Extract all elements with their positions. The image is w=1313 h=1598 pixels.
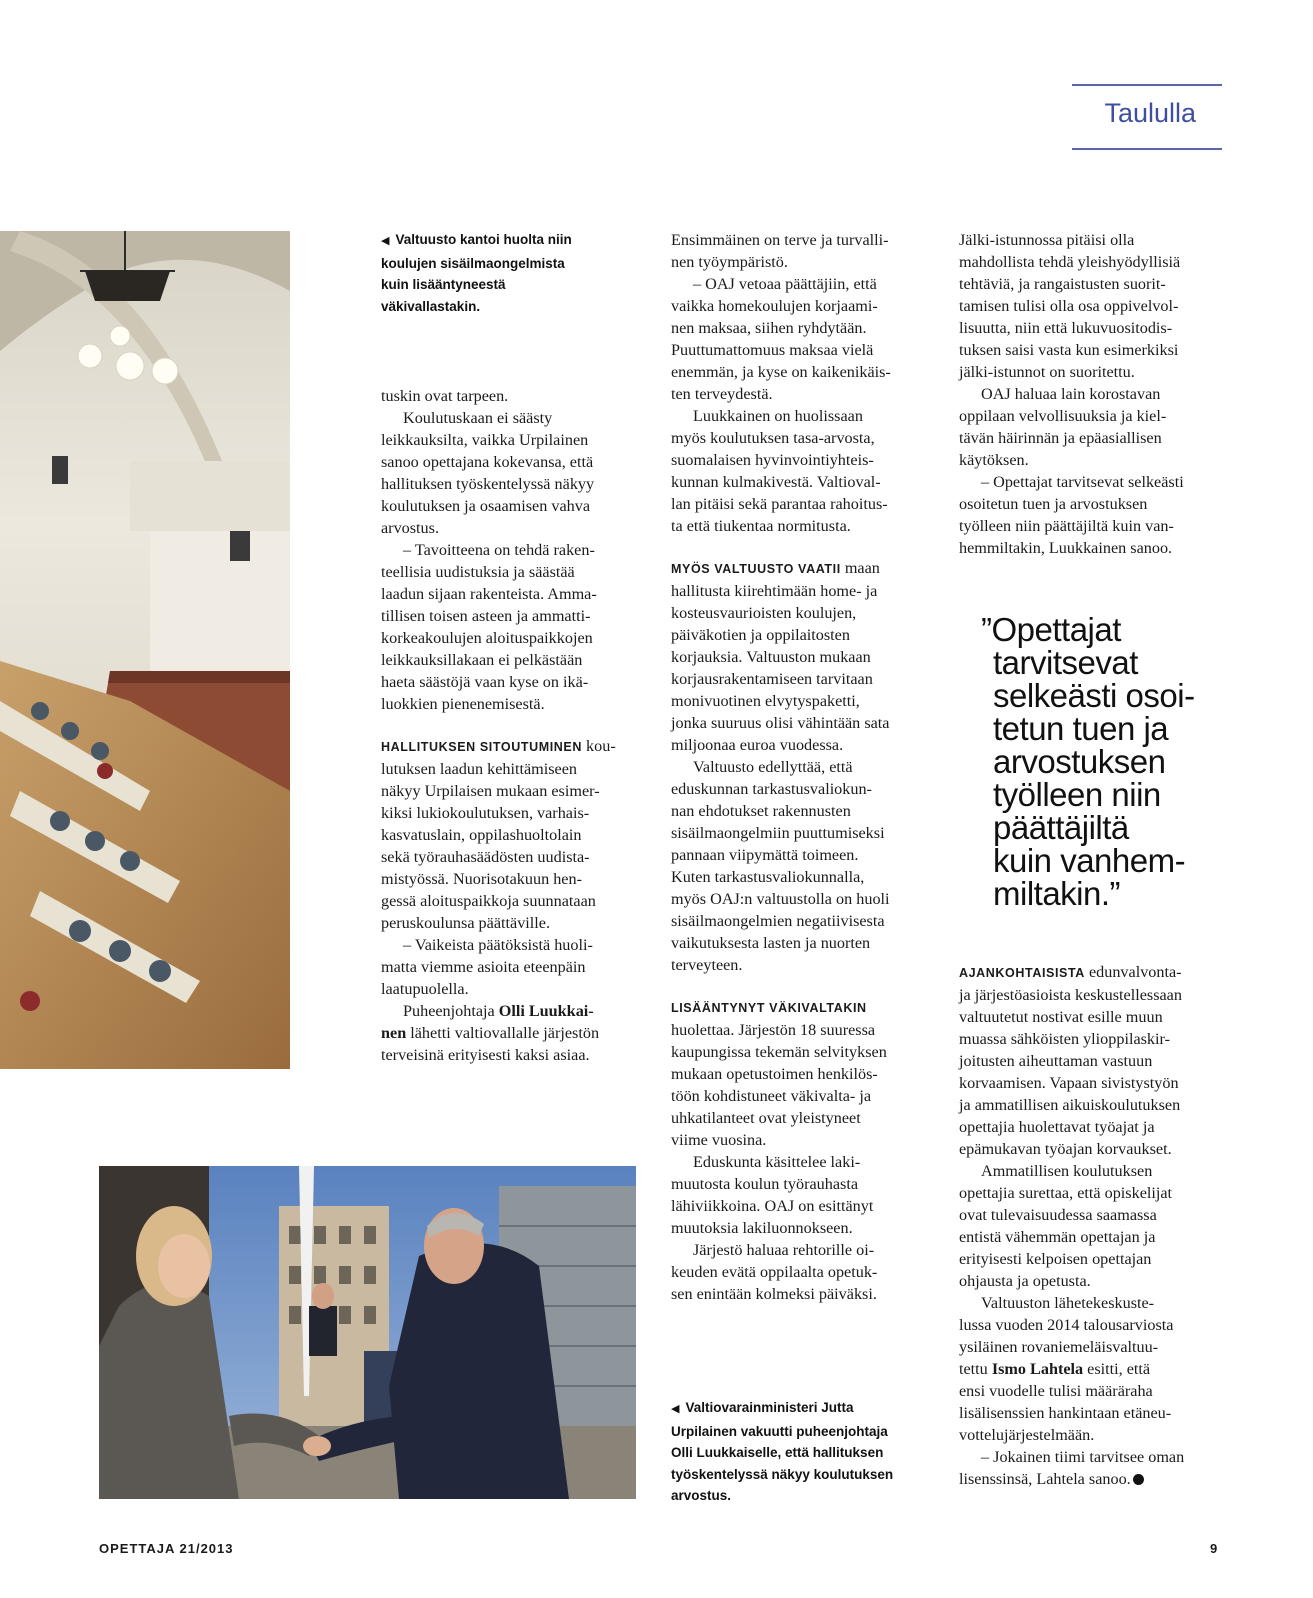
section-title: Taululla: [1104, 98, 1196, 128]
person-name: Olli Luukkai-: [498, 1002, 594, 1020]
page-number: 9: [1210, 1541, 1219, 1556]
runin-heading: MYÖS VALTUUSTO VAATII: [671, 562, 841, 576]
hall-photo-caption: ◀ Valtuusto kantoi huolta niin koulujen sisäilmaongelmista kuin lisääntyneestä väkivallastakin.: [381, 232, 572, 314]
runin-heading: AJANKOHTAISISTA: [959, 966, 1085, 980]
runin-heading: LISÄÄNTYNYT VÄKIVALTAKIN: [671, 1001, 867, 1015]
council-hall-photo: [0, 231, 290, 1069]
article-column-2: Ensimmäinen on terve ja turvalli- nen työympäristö. – OAJ vetoaa päättäjiin, että vaikka homekoulujen korjaami- nen maksaa, siihen ryhdytään. Puuttumattomuus maksaa vielä enemmän, ja kyse on kaikenikäis- ten terveydestä. Luukkainen on huolissaan myös koulutuksen tasa-arvosta, suomalaisen hyvinvointiyhteis- kunnan kulmakivestä. Valtioval- lan pitäisi sekä parantaa rahoitus- ta että tiukentaa normitusta. MYÖS VALTUUSTO VAATII maan hallitusta kiirehtimään home- ja kosteusvaurioisten koulujen, päiväkotien ja oppilaitosten korjauksia. Valtuuston mukaan korjausrakentamiseen tarvitaan monivuotinen elvytyspaketti, jonka suuruus olisi vähintään sata miljoonaa euroa vuodessa. Valtuusto edellyttää, että eduskunnan tarkastusvaliokun- nan ehdotukset rakennusten sisäilmaongelmiin puuttumiseksi pannaan viipymättä toimeen. Kuten tarkastusvaliokunnalla, myös OAJ:n valtuustolla on huoli sisäilmaongelmien negatiivisesta vaikutuksesta lasten ja nuorten terveyteen. LISÄÄNTYNYT VÄKIVALTAKIN huolettaa. Järjestön 18 suuressa kaupungissa tekemän selvityksen mukaan opetustoimen henkilös- töön kohdistuneet väkivalta- ja uhkatilanteet ovat yleistyneet viime vuosina. Eduskunta käsittelee laki- muutosta koulun työrauhasta lähiviikkoina. OAJ on esittänyt muutoksia lakiluonnokseen. Järjestö haluaa rehtorille oi- keuden evätä oppilaalta opetuk- sen enintään kolmeksi päiväksi.: [671, 231, 891, 1303]
caption-arrow-icon: ◀: [381, 235, 390, 247]
runin-heading: HALLITUKSEN SITOUTUMINEN: [381, 740, 582, 754]
article-column-3: Jälki-istunnossa pitäisi olla mahdollista tehdä yleishyödyllisiä tehtäviä, ja rangaistusten suorit- tamisen tulisi olla osa oppivelvol- lisuutta, niin että lukuvuositodis- tuksen saisi vasta kun esimerkiksi jälki-istunnot on suoritettu. OAJ haluaa lain korostavan oppilaan velvollisuuksia ja kiel- tävän häirinnän ja epäasiallisen käytöksen. – Opettajat tarvitsevat selkeästi osoitetun tuen ja arvostuksen työlleen niin päättäjiltä kuin van- hemmiltakin, Luukkainen sanoo.: [959, 231, 1184, 557]
handshake-photo-caption: ◀ Valtiovarainministeri Jutta Urpilainen vakuutti puheenjohtaja Olli Luukkaiselle, että hallituksen työskentelyssä näkyy koulutuksen arvostus.: [671, 1400, 894, 1503]
section-label: [1072, 84, 1222, 150]
magazine-footer: OPETTAJA 21/2013: [99, 1541, 234, 1556]
article-column-1: tuskin ovat tarpeen. Koulutuskaan ei säästy leikkauksilta, vaikka Urpilainen sanoo opettajana kokevansa, että hallituksen työskentelyssä näkyy koulutuksen ja osaamisen vahva arvostus. – Tavoitteena on tehdä raken- teellisia uudistuksia ja säästää laadun sijaan rakenteista. Amma- tillisen toisen asteen ja ammatti- korkeakoulujen aloituspaikkojen leikkauksillakaan ei pelkästään haeta säästöjä vaan kyse on ikä- luokkien pienenemisestä. HALLITUKSEN SITOUTUMINEN kou- lutuksen laadun kehittämiseen näkyy Urpilaisen mukaan esimer- kiksi lukiokoulutuksen, varhais- kasvatuslain, oppilashuoltolain sekä työrauhasäädösten uudista- mistyössä. Nuorisotakuun hen- gessä aloituspaikkoja suunnataan peruskoulunsa päättäville. – Vaikeista päätöksistä huoli- matta viemme asioita eteenpäin laatupuolella. Puheenjohtaja Olli Luukkai- nen lähetti valtiovallalle järjestön terveisinä erityisesti kaksi asiaa.: [381, 387, 616, 1064]
pull-quote: ”Opettajat tarvitsevat selkeästi osoi- tetun tuen ja arvostuksen työlleen niin päättäjiltä kuin vanhem- miltakin.”: [981, 611, 1195, 912]
article-column-3-continued: AJANKOHTAISISTA edunvalvonta- ja järjestöasioista keskustellessaan valtuutetut nostivat esille muun muassa sähköisten ylioppilaskir- joitusten aiheuttaman vastuun korvaamisen. Vapaan sivistystyön ja ammatillisen aikuiskoulutuksen opettajia huolettavat työajat ja epämukavan työajan korvaukset. Ammatillisen koulutuksen opettajia surettaa, että opiskelijat ovat tulevaisuudessa saamassa entistä vähemmän opettajan ja erityisesti kelpoisen opettajan ohjausta ja opetusta. Valtuuston lähetekeskuste- lussa vuoden 2014 talousarviosta ysiläinen rovaniemeläisvaltuu- tettu Ismo Lahtela esitti, että ensi vuodelle tulisi määräraha lisälisenssien hankintaan etäneu- vottelujärjestelmään. – Jokainen tiimi tarvitsee oman lisenssinsä, Lahtela sanoo.: [959, 963, 1185, 1488]
person-name: Ismo Lahtela: [991, 1360, 1084, 1378]
handshake-photo: [99, 1166, 636, 1499]
end-mark-icon: [1133, 1474, 1144, 1485]
caption-arrow-icon: ◀: [671, 1403, 680, 1415]
